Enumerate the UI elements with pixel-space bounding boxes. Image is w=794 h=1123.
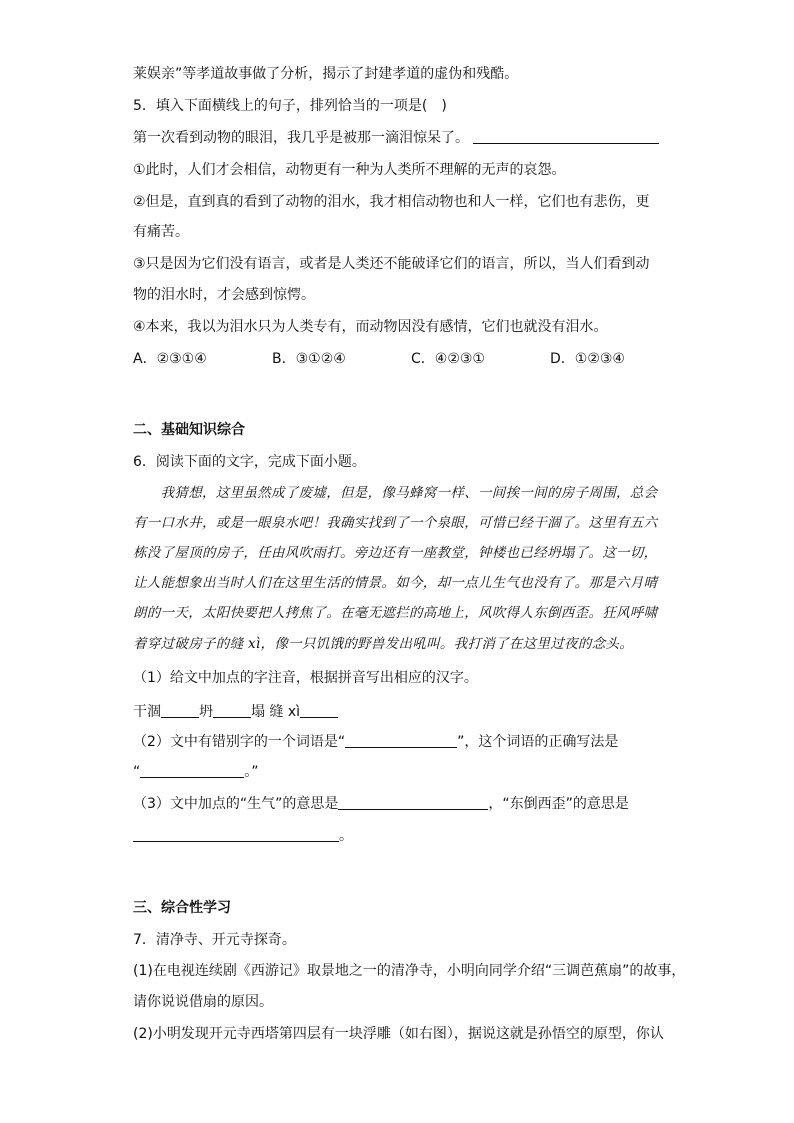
q6-part-3-end: 。 — [339, 828, 353, 844]
passage-line-4: 让人能想象出当时人们在这里生活的情景。如今，却一点儿生气也没有了。那是六月晴 — [133, 575, 658, 591]
q7-stem: 7．清净寺、开元寺探奇。 — [133, 932, 296, 948]
passage-line-5: 朗的一天，太阳快要把人拷焦了。在毫无遮拦的高地上，风吹得人东倒西歪。狂风呼啸 — [133, 605, 658, 621]
q5-sentence-4: ④本来，我以为泪水只为人类专有，而动物因没有感情，它们也就没有泪水。 — [133, 319, 608, 335]
q5-sentence-2a: ②但是，直到真的看到了动物的泪水，我才相信动物也和人一样，它们也有悲伤，更 — [133, 194, 650, 210]
q6-part-2-line-b — [133, 762, 673, 782]
q6-part-3-line-b — [133, 826, 673, 846]
q5-choice-a[interactable]: A．②③①④ — [133, 351, 207, 367]
q5-stem: 5．填入下面横线上的句子，排列恰当的一项是( ) — [133, 98, 447, 114]
q6-part-2-pre: （2）文中有错别字的一个词语是“ — [133, 734, 346, 750]
word-2: 坍 — [199, 704, 213, 720]
wrong-word-blank[interactable] — [345, 733, 457, 748]
answer-blank-1[interactable] — [161, 703, 199, 718]
q6-part-3-pre: （3）文中加点的“生气”的意思是 — [133, 796, 339, 812]
q5-answer-blank[interactable] — [473, 129, 659, 144]
shengqi-meaning-blank[interactable] — [338, 795, 488, 810]
q5-choice-b[interactable]: B．③①②④ — [272, 351, 346, 367]
q5-sentence-3a: ③只是因为它们没有语言，或者是人类还不能破译它们的语言，所以，当人们看到动 — [133, 256, 650, 272]
correct-word-blank[interactable] — [140, 763, 244, 778]
q5-choice-d[interactable]: D．①②③④ — [550, 351, 625, 367]
word-3: 塌 缝 xì — [251, 704, 301, 720]
q5-sentence-1: ①此时，人们才会相信，动物更有一种为人类所不理解的无声的哀怨。 — [133, 162, 566, 178]
q6-part-2-post: ”，这个词语的正确写法是 — [457, 734, 619, 750]
q5-lead-sentence — [133, 128, 673, 148]
q6-part-3-line-a — [133, 794, 673, 814]
passage-line-1: 我猜想，这里虽然成了废墟，但是，像马蜂窝一样、一间挨一间的房子周围，总会 — [133, 485, 658, 501]
dongdaoxiwai-meaning-blank[interactable] — [133, 827, 339, 842]
passage-line-3: 栋没了屋顶的房子，任由风吹雨打。旁边还有一座教堂，钟楼也已经坍塌了。这一切， — [133, 545, 658, 561]
q6-part-3-mid: ，“东倒西歪”的意思是 — [488, 796, 629, 812]
answer-blank-3[interactable] — [300, 703, 338, 718]
q5-sentence-2b: 有痛苦。 — [133, 224, 189, 240]
q5-sentence-3b: 物的泪水时，才会感到惊愕。 — [133, 287, 315, 303]
q4-tail-line: 莱娱亲”等孝道故事做了分析，揭示了封建孝道的虚伪和残酷。 — [133, 66, 519, 82]
passage-line-6: 着穿过破房子的缝 xì，像一只饥饿的野兽发出吼叫。我打消了在这里过夜的念头。 — [133, 636, 634, 652]
passage-line-2: 有一口水井，或是一眼泉水吧！我确实找到了一个泉眼，可惜已经干涸了。这里有五六 — [133, 515, 658, 531]
q6-part-2b-pre: “ — [133, 764, 141, 780]
word-1: 干涸 — [133, 704, 161, 720]
q7-part-1-line-b: 请你说说借扇的原因。 — [133, 994, 273, 1010]
q7-part-2-line-a: (2)小明发现开元寺西塔第四层有一块浮雕（如右图），据说这就是孙悟空的原型，你认 — [133, 1026, 664, 1042]
q6-stem: 6．阅读下面的文字，完成下面小题。 — [133, 454, 366, 470]
q6-part-1-answers — [133, 702, 673, 722]
q5-choice-c[interactable]: C．④②③① — [411, 351, 485, 367]
q7-part-1-line-a: (1)在电视连续剧《西游记》取景地之一的清净寺，小明向同学介绍“三调芭蕉扇”的故事， — [133, 963, 686, 979]
q6-part-1-prompt: （1）给文中加点的字注音，根据拼音写出相应的汉字。 — [133, 670, 478, 686]
q5-lead-text: 第一次看到动物的眼泪，我几乎是被那一滴泪惊呆了。 — [133, 130, 469, 146]
section-3-heading: 三、综合性学习 — [133, 900, 231, 916]
section-2-heading: 二、基础知识综合 — [133, 422, 245, 438]
q6-part-2b-post: 。” — [244, 764, 259, 780]
q6-part-2-line-a — [133, 732, 673, 752]
answer-blank-2[interactable] — [213, 703, 251, 718]
